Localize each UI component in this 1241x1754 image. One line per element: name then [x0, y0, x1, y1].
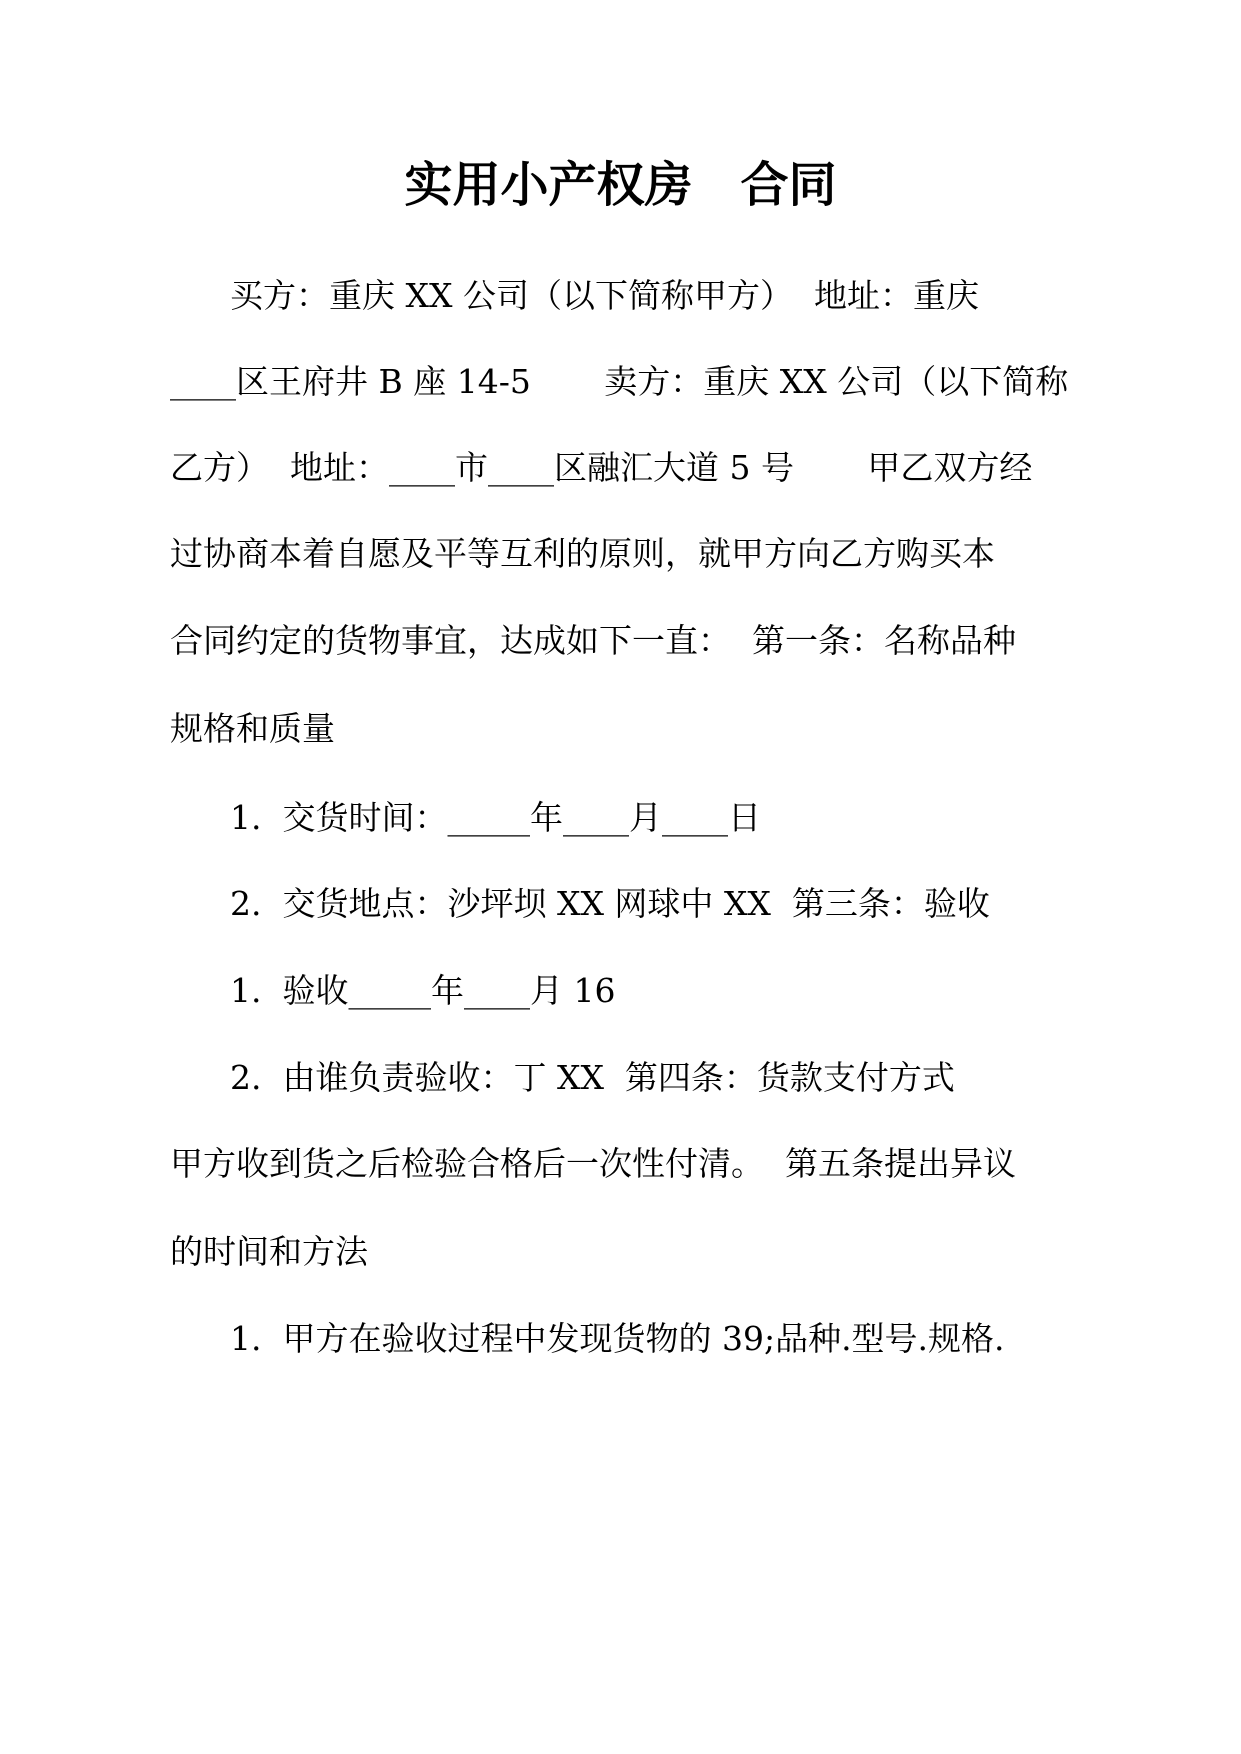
page-title: 实用小产权房 合同: [404, 157, 837, 213]
body-line: 买方：重庆 XX 公司（以下简称甲方） 地址：重庆: [230, 276, 979, 315]
body-line: ____区王府井 B 座 14-5 卖方：重庆 XX 公司（以下简称: [170, 362, 1069, 401]
list-item: 2. 由谁负责验收：丁 XX 第四条：货款支付方式: [230, 1058, 955, 1097]
body-line: 规格和质量: [170, 709, 335, 748]
body-line: 过协商本着自愿及平等互利的原则，就甲方向乙方购买本: [170, 534, 995, 573]
list-item: 1. 验收_____年____月 16: [230, 971, 616, 1010]
body-line: 甲方收到货之后检验合格后一次性付清。 第五条提出异议: [170, 1144, 1016, 1183]
list-item: 2. 交货地点：沙坪坝 XX 网球中 XX 第三条：验收: [230, 884, 990, 923]
body-line: 乙方） 地址：____市____区融汇大道 5 号 甲乙双方经: [170, 448, 1033, 487]
list-item: 1. 交货时间：_____年____月____日: [230, 798, 761, 837]
list-item: 1. 甲方在验收过程中发现货物的 39;品种.型号.规格.: [230, 1319, 1005, 1358]
body-line: 合同约定的货物事宜，达成如下一直： 第一条：名称品种: [170, 621, 1016, 660]
body-line: 的时间和方法: [170, 1232, 368, 1271]
